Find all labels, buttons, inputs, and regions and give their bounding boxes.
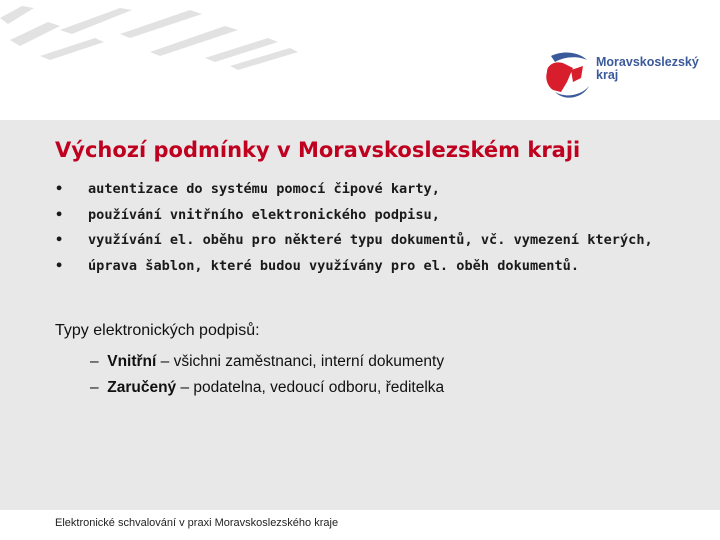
signature-types-heading: Typy elektronických podpisů: [55,322,260,339]
signature-types-list [90,349,444,401]
slide-header [0,0,720,120]
bullet-dot: • [55,257,64,274]
bullet-text: využívání el. oběhu pro některé typu dokumentů, vč. vymezení kterých, [88,232,653,248]
bullet-dot: • [55,181,64,197]
bullet-item [55,232,695,249]
bullet-dot: • [55,206,64,223]
bullet-text: úprava šablon, které budou využívány pro el. oběh dokumentů. [88,257,580,274]
signature-type-desc: – všichni zaměstnanci, interní dokumenty [156,353,445,370]
logo-text-line1: Moravskoslezský [596,55,699,69]
signature-type-item [90,349,444,375]
bullet-dot: • [55,232,64,248]
footer-text: Elektronické schvalování v praxi Moravskoslezského kraje [55,517,339,529]
moravskoslezsky-kraj-logo [543,48,699,100]
signature-type-item [90,375,444,401]
bullet-text: autentizace do systému pomocí čipové karty, [88,181,440,197]
bullet-item [55,207,695,224]
dash: – [90,353,99,370]
slide-title: Výchozí podmínky v Moravskoslezském kraji [55,138,581,162]
bullet-text: používání vnitřního elektronického podpisu, [88,206,440,223]
bullet-item [55,181,695,198]
bullet-item [55,258,695,275]
region-emblem-icon [543,48,595,100]
decorative-stripes [0,0,300,80]
signature-type-desc: – podatelna, vedoucí odboru, ředitelka [176,379,445,396]
bullet-list [55,181,695,283]
signature-type-name: Zaručený [107,379,177,396]
signature-type-name: Vnitřní [107,353,157,370]
dash: – [90,379,99,396]
content-band [0,120,720,510]
logo-text-line2: kraj [596,68,619,82]
